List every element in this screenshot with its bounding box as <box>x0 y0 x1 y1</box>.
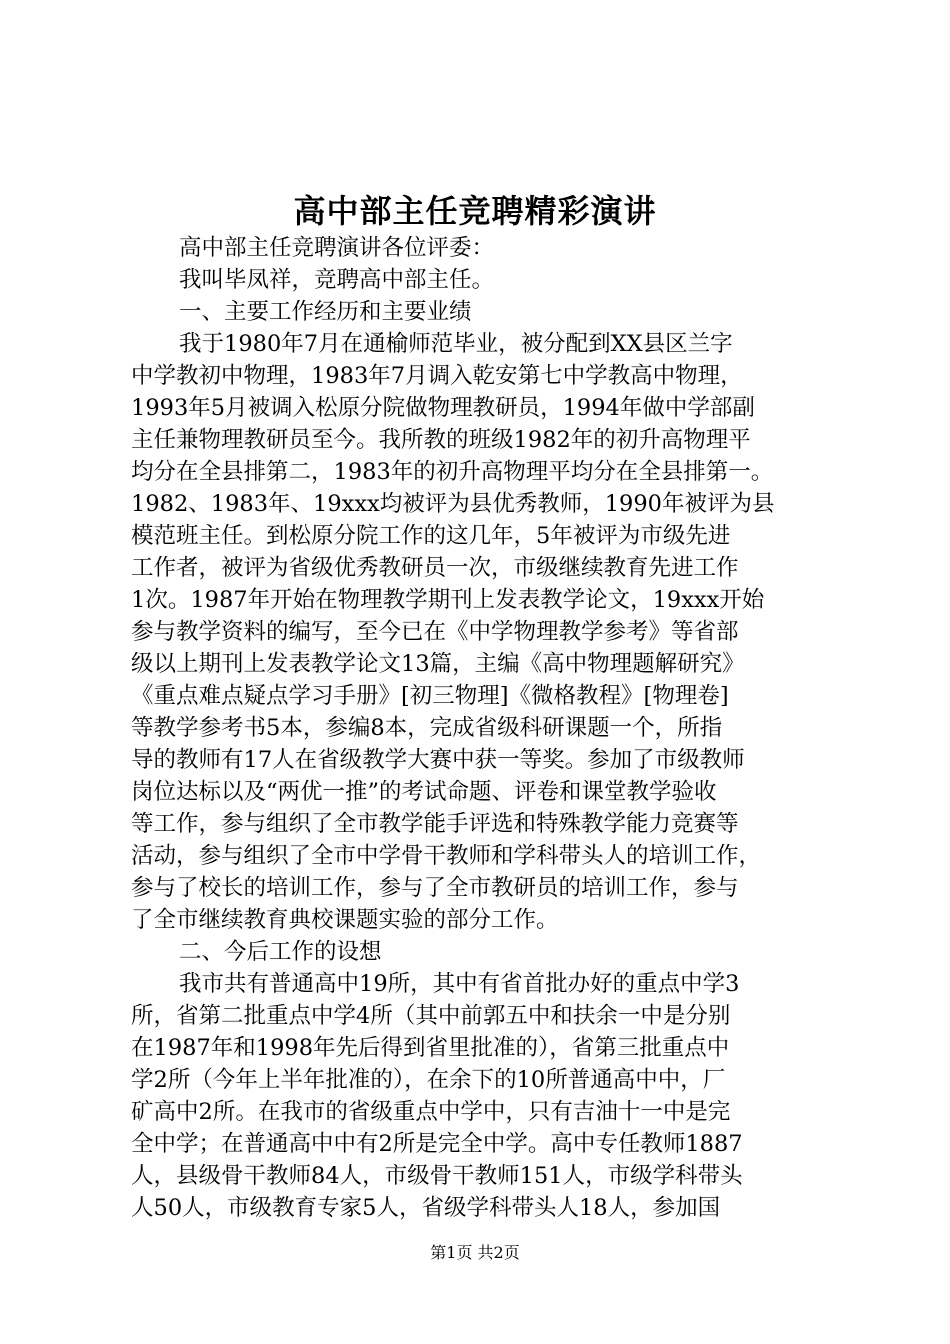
paragraph-line: 所，省第二批重点中学4所（其中前郭五中和扶余一中是分别 <box>131 1003 731 1029</box>
paragraph-line: 岗位达标以及“两优一推”的考试命题、评卷和课堂教学验收 <box>131 779 717 805</box>
paragraph-line: 了全市继续教育典校课题实验的部分工作。 <box>131 907 559 933</box>
paragraph-line: 中学教初中物理，1983年7月调入乾安第七中学教高中物理， <box>131 363 743 389</box>
paragraph-line: 我于1980年7月在通榆师范毕业，被分配到XX县区兰字 <box>179 331 733 357</box>
paragraph-line: 在1987年和1998年先后得到省里批准的），省第三批重点中 <box>131 1035 730 1061</box>
salutation-line: 高中部主任竞聘演讲各位评委： <box>179 235 495 261</box>
document-title: 高中部主任竞聘精彩演讲 <box>293 192 657 230</box>
paragraph-line: 1次。1987年开始在物理教学期刊上发表教学论文，19xxx开始 <box>131 587 765 613</box>
paragraph-line: 等工作，参与组织了全市教学能手评选和特殊教学能力竞赛等 <box>131 811 739 837</box>
document-body <box>131 232 831 1224</box>
paragraph-line: 工作者，被评为省级优秀教研员一次，市级继续教育先进工作 <box>131 555 739 581</box>
paragraph-line: 学2所（今年上半年批准的），在余下的10所普通高中中，厂 <box>131 1067 726 1093</box>
paragraph-line: 等教学参考书5本，参编8本，完成省级科研课题一个，所指 <box>131 715 723 741</box>
section-heading-experience: 一、主要工作经历和主要业绩 <box>179 299 472 325</box>
paragraph-line: 全中学；在普通高中中有2所是完全中学。高中专任教师1887 <box>131 1131 743 1157</box>
paragraph-line: 均分在全县排第二，1983年的初升高物理平均分在全县排第一。 <box>131 459 774 485</box>
paragraph-line: 参与教学资料的编写，至今已在《中学物理教学参考》等省部 <box>131 619 739 645</box>
intro-line: 我叫毕凤祥，竞聘高中部主任。 <box>179 267 495 293</box>
paragraph-line: 1993年5月被调入松原分院做物理教研员，1994年做中学部副 <box>131 395 755 421</box>
paragraph-line: 我市共有普通高中19所，其中有省首批办好的重点中学3 <box>179 971 740 997</box>
section-heading-plans: 二、今后工作的设想 <box>179 939 382 965</box>
paragraph-line: 矿高中2所。在我市的省级重点中学中，只有吉油十一中是完 <box>131 1099 731 1125</box>
paragraph-line: 参与了校长的培训工作，参与了全市教研员的培训工作，参与 <box>131 875 739 901</box>
paragraph-line: 人50人，市级教育专家5人，省级学科带头人18人，参加国 <box>131 1195 721 1221</box>
paragraph-line: 级以上期刊上发表教学论文13篇，主编《高中物理题解研究》 <box>131 651 745 677</box>
paragraph-line: 主任兼物理教研员至今。我所教的班级1982年的初升高物理平 <box>131 427 751 453</box>
paragraph-line: 1982、1983年、19xxx均被评为县优秀教师，1990年被评为县 <box>131 491 775 517</box>
paragraph-line: 人，县级骨干教师84人，市级骨干教师151人，市级学科带头 <box>131 1163 743 1189</box>
paragraph-line: 活动，参与组织了全市中学骨干教师和学科带头人的培训工作， <box>131 843 762 869</box>
paragraph-line: 导的教师有17人在省级教学大赛中获一等奖。参加了市级教师 <box>131 747 745 773</box>
page-footer: 第1页 共2页 <box>430 1243 520 1262</box>
paragraph-line: 《重点难点疑点学习手册》[初三物理]《微格教程》[物理卷] <box>131 683 729 709</box>
paragraph-line: 模范班主任。到松原分院工作的这几年，5年被评为市级先进 <box>131 523 731 549</box>
